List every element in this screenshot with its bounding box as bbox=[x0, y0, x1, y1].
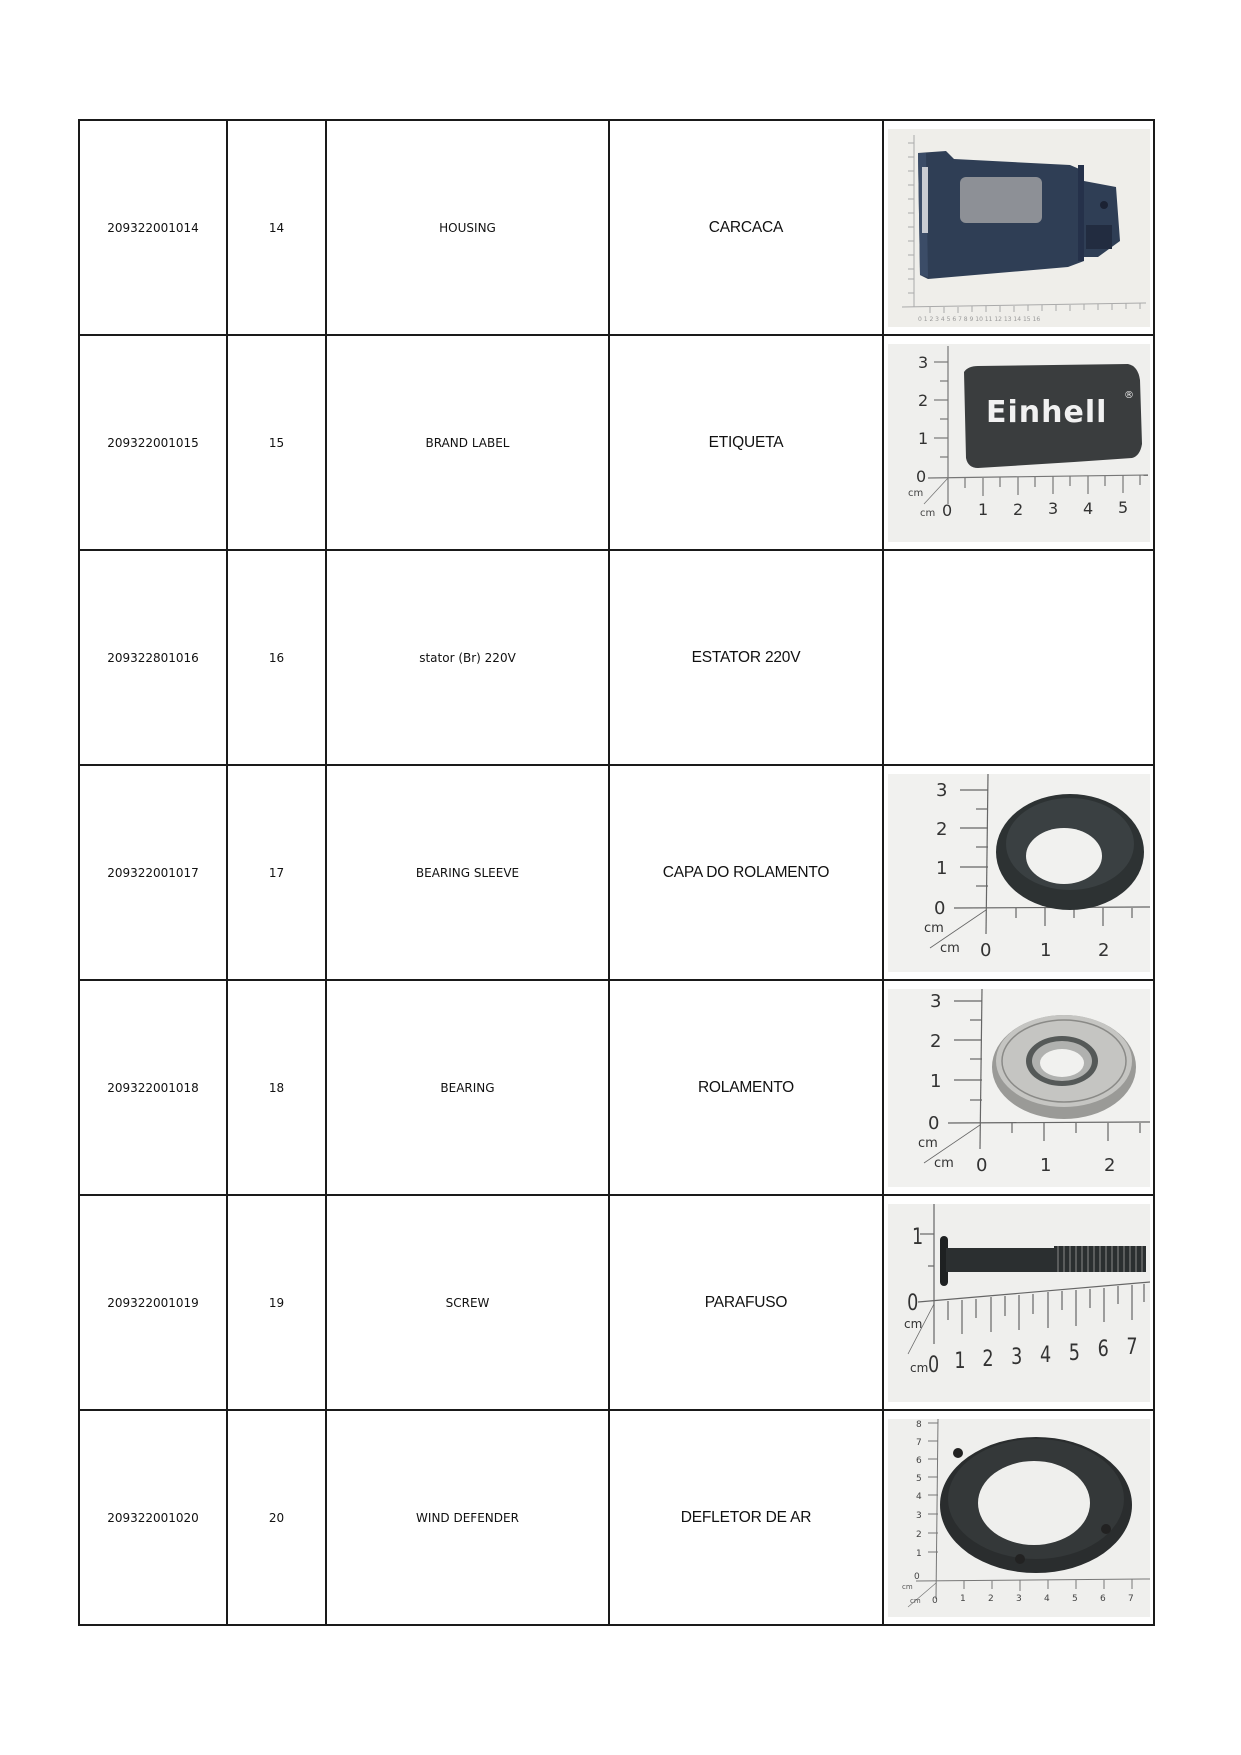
housing-photo bbox=[888, 129, 1150, 327]
svg-text:7: 7 bbox=[1128, 1593, 1134, 1604]
position-number: 14 bbox=[227, 120, 326, 335]
photo-cell bbox=[883, 765, 1154, 980]
svg-text:2: 2 bbox=[1104, 1154, 1116, 1176]
svg-text:6: 6 bbox=[1100, 1593, 1106, 1604]
svg-text:0: 0 bbox=[976, 1154, 988, 1176]
wind-defender-photo bbox=[888, 1419, 1150, 1617]
spare-parts-table bbox=[78, 119, 1155, 1626]
svg-text:cm: cm bbox=[910, 1360, 929, 1375]
screw-illustration bbox=[888, 1204, 1150, 1402]
housing-illustration bbox=[888, 129, 1150, 327]
svg-text:1: 1 bbox=[918, 428, 929, 448]
photo-cell-empty bbox=[883, 550, 1154, 765]
svg-text:0: 0 bbox=[916, 466, 927, 486]
photo-cell bbox=[883, 1410, 1154, 1625]
svg-text:cm: cm bbox=[940, 940, 960, 956]
svg-text:cm: cm bbox=[908, 487, 924, 499]
part-number: 209322001014 bbox=[79, 120, 227, 335]
description-pt: ETIQUETA bbox=[609, 335, 883, 550]
svg-text:5: 5 bbox=[1118, 497, 1129, 517]
svg-text:0: 0 bbox=[980, 939, 992, 961]
svg-text:3: 3 bbox=[1016, 1593, 1022, 1604]
description-pt: DEFLETOR DE AR bbox=[609, 1410, 883, 1625]
svg-text:cm: cm bbox=[918, 1135, 938, 1151]
svg-text:1: 1 bbox=[1040, 939, 1052, 961]
table-row bbox=[79, 765, 1154, 980]
position-number: 17 bbox=[227, 765, 326, 980]
svg-text:Einhell: Einhell bbox=[986, 394, 1108, 430]
svg-text:4: 4 bbox=[1044, 1593, 1050, 1604]
table-row bbox=[79, 335, 1154, 550]
part-number: 209322001017 bbox=[79, 765, 227, 980]
description-en: WIND DEFENDER bbox=[326, 1410, 609, 1625]
svg-text:3: 3 bbox=[936, 779, 948, 801]
bearing-sleeve-illustration bbox=[888, 774, 1150, 972]
svg-text:6: 6 bbox=[916, 1455, 922, 1466]
part-number: 209322001018 bbox=[79, 980, 227, 1195]
bearing-photo bbox=[888, 989, 1150, 1187]
table-row bbox=[79, 1410, 1154, 1625]
brand-label-photo bbox=[888, 344, 1150, 542]
photo-cell bbox=[883, 120, 1154, 335]
part-number: 209322801016 bbox=[79, 550, 227, 765]
description-en: BRAND LABEL bbox=[326, 335, 609, 550]
svg-text:2: 2 bbox=[930, 1030, 942, 1052]
svg-text:cm: cm bbox=[904, 1316, 923, 1331]
brand-label-illustration bbox=[888, 344, 1150, 542]
svg-text:2: 2 bbox=[916, 1529, 922, 1540]
part-number: 209322001019 bbox=[79, 1195, 227, 1410]
description-en: stator (Br) 220V bbox=[326, 550, 609, 765]
empty-photo bbox=[888, 559, 1150, 757]
svg-text:8: 8 bbox=[916, 1419, 922, 1430]
description-pt: ROLAMENTO bbox=[609, 980, 883, 1195]
wind-defender-illustration bbox=[888, 1419, 1150, 1617]
part-number: 209322001020 bbox=[79, 1410, 227, 1625]
svg-text:3: 3 bbox=[1048, 498, 1059, 518]
svg-text:0: 0 bbox=[934, 897, 946, 919]
photo-cell bbox=[883, 1195, 1154, 1410]
svg-text:1: 1 bbox=[930, 1070, 942, 1092]
description-pt: ESTATOR 220V bbox=[609, 550, 883, 765]
svg-text:1: 1 bbox=[916, 1548, 922, 1559]
description-en: HOUSING bbox=[326, 120, 609, 335]
svg-text:7: 7 bbox=[916, 1437, 922, 1448]
photo-cell bbox=[883, 980, 1154, 1195]
part-number: 209322001015 bbox=[79, 335, 227, 550]
svg-text:1: 1 bbox=[936, 857, 948, 879]
svg-text:5: 5 bbox=[1068, 1339, 1080, 1366]
table-row bbox=[79, 1195, 1154, 1410]
table-row bbox=[79, 550, 1154, 765]
table-row bbox=[79, 980, 1154, 1195]
description-en: BEARING bbox=[326, 980, 609, 1195]
svg-text:3: 3 bbox=[1011, 1343, 1023, 1370]
table-row bbox=[79, 120, 1154, 335]
position-number: 15 bbox=[227, 335, 326, 550]
svg-text:2: 2 bbox=[936, 818, 948, 840]
svg-text:1: 1 bbox=[978, 499, 989, 519]
svg-text:5: 5 bbox=[916, 1473, 922, 1484]
position-number: 19 bbox=[227, 1195, 326, 1410]
svg-text:6: 6 bbox=[1097, 1335, 1109, 1362]
svg-text:5: 5 bbox=[1072, 1593, 1078, 1604]
svg-text:®: ® bbox=[1124, 389, 1134, 401]
position-number: 18 bbox=[227, 980, 326, 1195]
svg-text:1: 1 bbox=[912, 1223, 924, 1250]
svg-text:2: 2 bbox=[1098, 939, 1110, 961]
svg-text:4: 4 bbox=[1040, 1341, 1052, 1368]
svg-text:1: 1 bbox=[960, 1593, 966, 1604]
svg-text:2: 2 bbox=[988, 1593, 994, 1604]
svg-text:cm: cm bbox=[934, 1155, 954, 1171]
position-number: 16 bbox=[227, 550, 326, 765]
description-en: BEARING SLEEVE bbox=[326, 765, 609, 980]
svg-text:cm: cm bbox=[920, 507, 936, 519]
svg-text:cm: cm bbox=[924, 920, 944, 936]
svg-text:4: 4 bbox=[916, 1491, 922, 1502]
description-pt: CARCACA bbox=[609, 120, 883, 335]
description-pt: CAPA DO ROLAMENTO bbox=[609, 765, 883, 980]
screw-photo bbox=[888, 1204, 1150, 1402]
svg-text:4: 4 bbox=[1083, 498, 1094, 518]
svg-text:2: 2 bbox=[918, 390, 929, 410]
svg-text:0: 0 bbox=[928, 1351, 940, 1378]
bearing-illustration bbox=[888, 989, 1150, 1187]
svg-text:7: 7 bbox=[1126, 1333, 1138, 1360]
svg-text:cm: cm bbox=[910, 1596, 921, 1605]
svg-text:2: 2 bbox=[1013, 499, 1024, 519]
svg-text:3: 3 bbox=[916, 1510, 922, 1521]
svg-text:0: 0 bbox=[907, 1289, 919, 1316]
svg-text:cm: cm bbox=[902, 1582, 913, 1591]
svg-text:0 1 2 3 4 5 6 7 8 9 10 11 12 1: 0 1 2 3 4 5 6 7 8 9 10 11 12 13 14 15 16 bbox=[918, 315, 1041, 323]
svg-text:0: 0 bbox=[932, 1595, 938, 1606]
description-pt: PARAFUSO bbox=[609, 1195, 883, 1410]
svg-text:0: 0 bbox=[914, 1571, 920, 1582]
svg-text:3: 3 bbox=[930, 990, 942, 1012]
svg-text:2: 2 bbox=[982, 1345, 994, 1372]
svg-text:1: 1 bbox=[1040, 1154, 1052, 1176]
position-number: 20 bbox=[227, 1410, 326, 1625]
description-en: SCREW bbox=[326, 1195, 609, 1410]
svg-text:0: 0 bbox=[942, 500, 953, 520]
svg-text:0: 0 bbox=[928, 1112, 940, 1134]
bearing-sleeve-photo bbox=[888, 774, 1150, 972]
photo-cell bbox=[883, 335, 1154, 550]
svg-text:1: 1 bbox=[954, 1347, 966, 1374]
svg-text:3: 3 bbox=[918, 352, 929, 372]
